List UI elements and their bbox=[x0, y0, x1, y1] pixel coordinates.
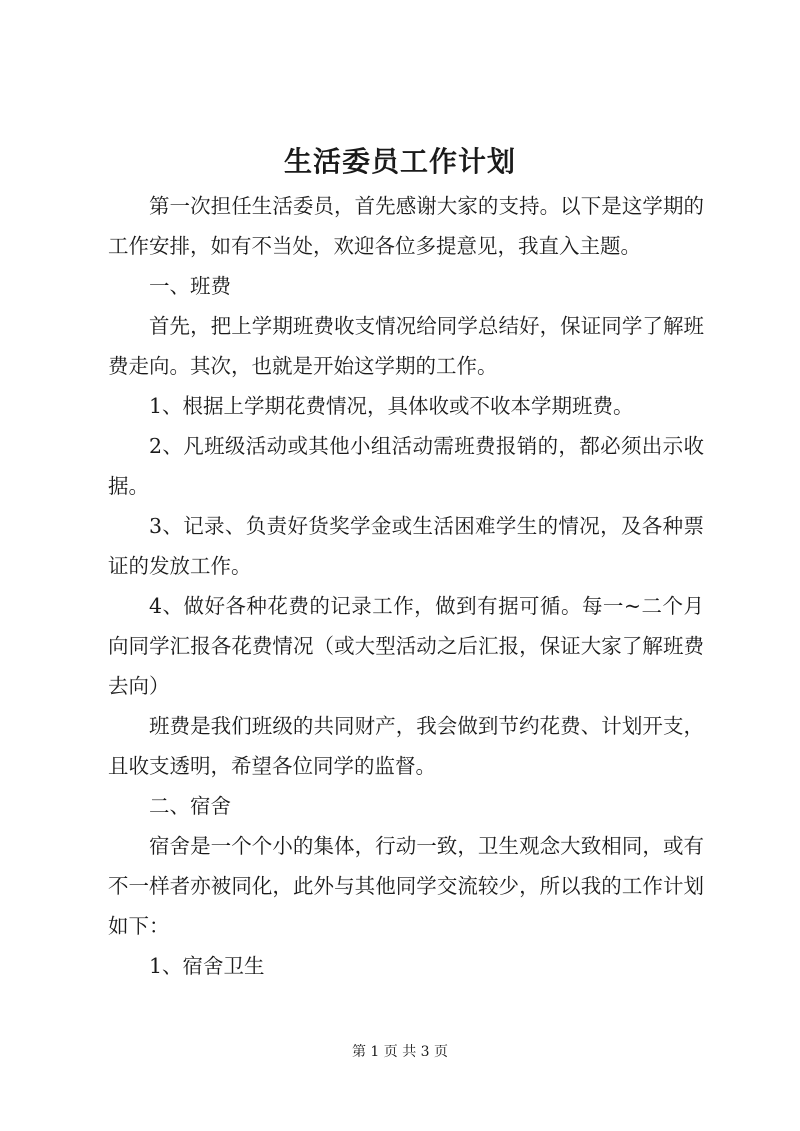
paragraph-dormitory-intro: 宿舍是一个个小的集体，行动一致，卫生观念大致相同，或有不一样者亦被同化，此外与其他同学交流较少，所以我的工作计划如下： bbox=[108, 834, 704, 938]
paragraph-fund-conclusion: 班费是我们班级的共同财产，我会做到节约花费、计划开支，且收支透明，希望各位同学的监督。 bbox=[108, 714, 704, 778]
list-item-dormitory-1: 1、宿舍卫生 bbox=[149, 954, 265, 978]
paragraph-intro: 第一次担任生活委员，首先感谢大家的支持。以下是这学期的工作安排，如有不当处，欢迎各位多提意见，我直入主题。 bbox=[108, 194, 704, 258]
section-heading-class-fund: 一、班费 bbox=[149, 274, 231, 298]
list-item-fund-3: 3、记录、负责好货奖学金或生活困难学生的情况，及各种票证的发放工作。 bbox=[108, 514, 704, 578]
document-body bbox=[108, 186, 704, 986]
document-title: 生活委员工作计划 bbox=[283, 145, 516, 178]
section-heading-dormitory: 二、宿舍 bbox=[149, 794, 231, 818]
list-item-fund-1: 1、根据上学期花费情况，具体收或不收本学期班费。 bbox=[149, 394, 634, 418]
list-item-fund-4: 4、做好各种花费的记录工作，做到有据可循。每一~二个月向同学汇报各花费情况（或大型活动之后汇报，保证大家了解班费去向） bbox=[108, 594, 704, 698]
paragraph-class-fund-summary: 首先，把上学期班费收支情况给同学总结好，保证同学了解班费走向。其次，也就是开始这学期的工作。 bbox=[108, 314, 704, 378]
page-footer: 第 1 页 共 3 页 bbox=[351, 1044, 449, 1060]
list-item-fund-2: 2、凡班级活动或其他小组活动需班费报销的，都必须出示收据。 bbox=[108, 434, 704, 498]
